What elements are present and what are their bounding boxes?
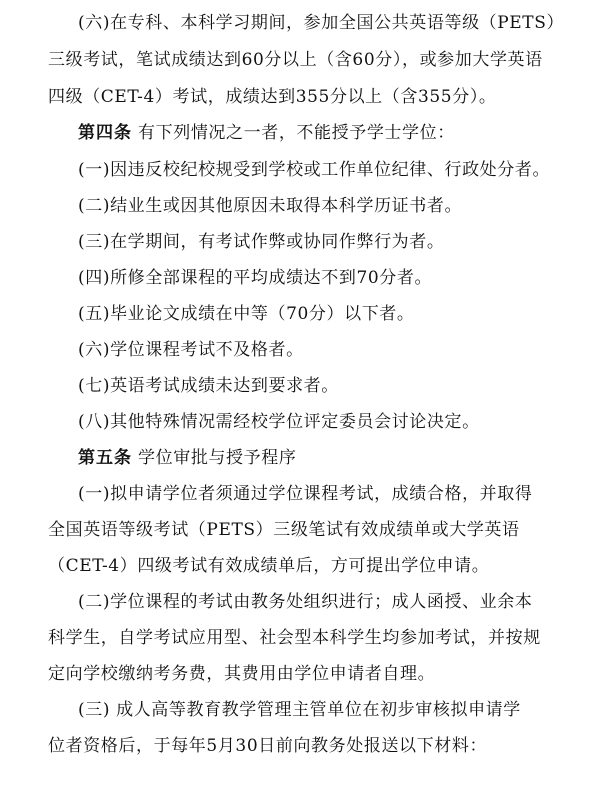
text-line: (六)学位课程考试不及格者。 xyxy=(78,340,304,360)
text-line: 科学生，自学考试应用型、社会型本科学生均参加考试，并按规 xyxy=(48,628,541,648)
text-line: (六)在专科、本科学习期间，参加全国公共英语等级（PETS） xyxy=(78,13,565,33)
text-line: 四级（CET-4）考试，成绩达到355分以上（含355分）。 xyxy=(48,87,497,107)
article-5-label: 第五条 xyxy=(78,448,132,468)
text-line: (三) 成人高等教育教学管理主管单位在初步审核拟申请学 xyxy=(78,700,521,720)
text-line: （CET-4）四级考试有效成绩单后，方可提出学位申请。 xyxy=(48,556,490,576)
text-line: (三)在学期间，有考试作弊或协同作弊行为者。 xyxy=(78,232,445,252)
text-line: (二)结业生或因其他原因未取得本科学历证书者。 xyxy=(78,196,463,216)
article-4-heading xyxy=(0,118,612,148)
article-5-heading xyxy=(0,443,612,473)
text-line: (一)拟申请学位者须通过学位课程考试，成绩合格，并取得 xyxy=(78,484,533,504)
text-line: 定向学校缴纳考务费，其费用由学位申请者自理。 xyxy=(48,664,436,684)
article-4-label: 第四条 xyxy=(78,123,132,143)
article-5-text: 学位审批与授予程序 xyxy=(138,448,297,468)
text-line: 三级考试，笔试成绩达到60分以上（含60分），或参加大学英语 xyxy=(48,50,543,70)
text-line: 位者资格后，于每年5月30日前向教务处报送以下材料： xyxy=(48,736,488,756)
text-line: (二)学位课程的考试由教务处组织进行；成人函授、业余本 xyxy=(78,592,533,612)
text-line: (一)因违反校纪校规受到学校或工作单位纪律、行政处分者。 xyxy=(78,160,551,180)
text-line: (四)所修全部课程的平均成绩达不到70分者。 xyxy=(78,268,433,288)
text-line: 全国英语等级考试（PETS）三级笔试有效成绩单或大学英语 xyxy=(48,520,520,540)
article-4-text: 有下列情况之一者，不能授予学士学位： xyxy=(138,123,455,143)
text-line: (五)毕业论文成绩在中等（70分）以下者。 xyxy=(78,304,415,324)
text-line: (八)其他特殊情况需经校学位评定委员会讨论决定。 xyxy=(78,412,480,432)
text-line: (七)英语考试成绩未达到要求者。 xyxy=(78,376,339,396)
